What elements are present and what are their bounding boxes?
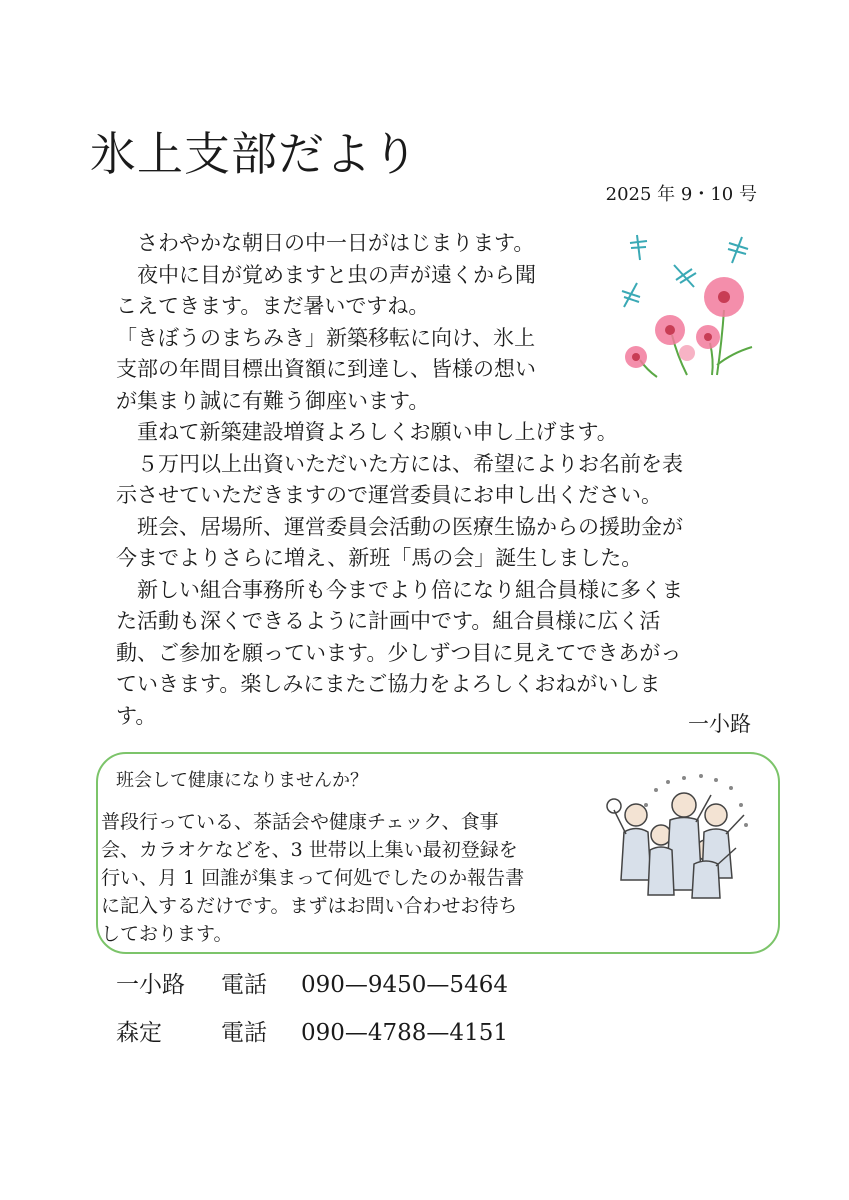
flower-icon bbox=[625, 346, 647, 368]
flower-icon bbox=[704, 277, 744, 317]
article-line: す。 bbox=[116, 703, 157, 728]
dragonfly-icon bbox=[630, 235, 647, 260]
flower-icon bbox=[696, 325, 720, 349]
notice-text bbox=[101, 808, 581, 948]
contact-phone-label: 電話 bbox=[221, 1020, 267, 1046]
cosmos-flowers-icon bbox=[612, 225, 767, 385]
article-line: 班会、居場所、運営委員会活動の医療生協からの援助金が bbox=[116, 514, 683, 539]
notice-line: しております。 bbox=[101, 923, 233, 945]
article-line: さわやかな朝日の中一日がはじまります。 bbox=[116, 231, 535, 255]
dragonfly-icon bbox=[674, 265, 696, 287]
flower-icon bbox=[679, 345, 695, 361]
article-line: が集まり誠に有難う御座います。 bbox=[116, 388, 430, 413]
page-title: 氷上支部だより bbox=[90, 127, 419, 181]
notice-line: 普段行っている、茶話会や健康チェック、食事 bbox=[101, 811, 499, 833]
dragonfly-icon bbox=[622, 283, 640, 307]
article-line: 支部の年間目標出資額に到達し、皆様の想い bbox=[116, 357, 536, 381]
contact-name: 森定 bbox=[116, 1020, 162, 1046]
article-line: 動、ご参加を願っています。少しずつ目に見えてできあがっ bbox=[116, 640, 682, 665]
notice-line: 行い、月 1 回誰が集まって何処でしたのか報告書 bbox=[101, 867, 525, 889]
issue-number: 2025 年 9・10 号 bbox=[605, 184, 757, 205]
contact-phone-number: 090—9450—5464 bbox=[301, 972, 508, 998]
contact-row bbox=[116, 966, 508, 999]
notice-line: 会、カラオケなどを、3 世帯以上集い最初登録を bbox=[101, 839, 518, 861]
contact-phone-number: 090—4788—4151 bbox=[301, 1020, 508, 1046]
article-line: ５万円以上出資いただいた方には、希望によりお名前を表 bbox=[116, 451, 683, 476]
contact-row bbox=[116, 1014, 508, 1047]
article-line: 「きぼうのまちみき」新築移転に向け、氷上 bbox=[116, 325, 536, 350]
article-line: 今までよりさらに増え、新班「馬の会」誕生しました。 bbox=[116, 546, 643, 570]
article-line: た活動も深くできるように計画中です。組合員様に広く活 bbox=[116, 609, 661, 633]
article-line: ていきます。楽しみにまたご協力をよろしくおねがいしま bbox=[116, 672, 661, 696]
article-line: こえてきます。まだ暑いですね。 bbox=[116, 294, 430, 318]
contact-name: 一小路 bbox=[116, 972, 185, 998]
article-line: 示させていただきますので運営委員にお申し出ください。 bbox=[116, 483, 662, 507]
flower-icon bbox=[655, 315, 685, 345]
article-line: 重ねて新築建設増資よろしくお願い申し上げます。 bbox=[116, 420, 618, 444]
article-line: 新しい組合事務所も今までより倍になり組合員様に多くま bbox=[116, 577, 683, 602]
notice-title: 班会して健康になりませんか？ bbox=[116, 770, 368, 791]
contact-phone-label: 電話 bbox=[221, 972, 267, 998]
article-line: 夜中に目が覚めますと虫の声が遠くから聞 bbox=[116, 262, 536, 287]
notice-line: に記入するだけです。まずはお問い合わせお待ち bbox=[101, 895, 518, 917]
article-signature: 一小路 bbox=[688, 712, 751, 736]
celebrating-people-icon bbox=[606, 770, 756, 900]
dragonfly-icon bbox=[728, 237, 748, 263]
